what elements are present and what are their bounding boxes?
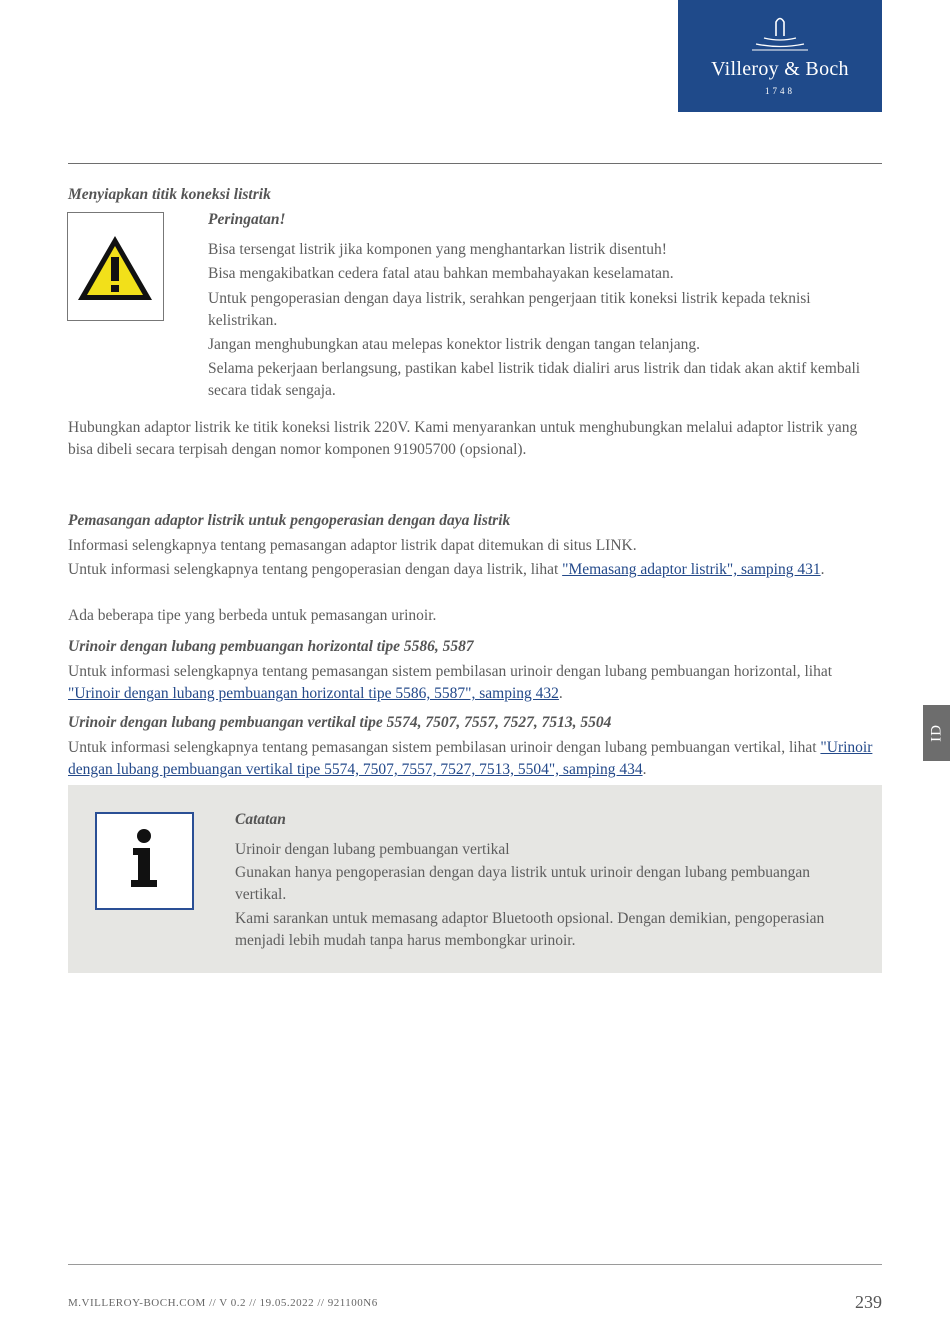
footer-document-info: M.VILLEROY-BOCH.COM // V 0.2 // 19.05.2022 // 921100N6: [68, 1297, 378, 1309]
warning-line: Jangan menghubungkan atau melepas konektor listrik dengan tangan telanjang.: [208, 336, 700, 353]
header-rule: [68, 163, 882, 164]
warning-line: Bisa tersengat listrik jika komponen yang menghantarkan listrik disentuh!: [208, 241, 667, 258]
reference-prefix: Untuk informasi selengkapnya tentang pemasangan sistem pembilasan urinoir dengan lubang pembuangan horizontal, lihat: [68, 663, 833, 680]
link-memasang-adaptor[interactable]: "Memasang adaptor listrik", samping 431: [562, 561, 821, 578]
warning-line: Bisa mengakibatkan cedera fatal atau bahkan membahayakan keselamatan.: [208, 265, 674, 282]
section-heading-vertical: Urinoir dengan lubang pembuangan vertikal tipe 5574, 7507, 7557, 7527, 7513, 5504: [68, 714, 612, 731]
info-icon-box: [95, 812, 194, 910]
logo-year: 1748: [765, 86, 795, 96]
reference-suffix: .: [558, 685, 563, 702]
reference-suffix: .: [642, 761, 647, 778]
link-vertical-urinal[interactable]: "Urinoir dengan lubang pembuangan vertikal tipe 5574, 7507, 7557, 7527, 7513, 5504", samping 434: [68, 739, 873, 778]
note-line: Urinoir dengan lubang pembuangan vertikal: [235, 841, 510, 858]
footer-rule: [68, 1264, 882, 1265]
language-tab[interactable]: [923, 705, 950, 761]
warning-line: Selama pekerjaan berlangsung, pastikan kabel listrik tidak dialiri arus listrik dan tidak akan aktif kembali secara tidak sengaja.: [208, 360, 861, 399]
warning-line: Untuk pengoperasian dengan daya listrik, serahkan pengerjaan titik koneksi listrik kepada teknisi kelistrikan.: [208, 290, 811, 329]
page-number: 239: [855, 1292, 882, 1312]
section-heading-connection: Menyiapkan titik koneksi listrik: [68, 186, 271, 203]
section-heading-horizontal: Urinoir dengan lubang pembuangan horizontal tipe 5586, 5587: [68, 638, 474, 655]
info-icon: [129, 828, 161, 890]
link-horizontal-urinal[interactable]: "Urinoir dengan lubang pembuangan horizontal tipe 5586, 5587", samping 432: [68, 685, 559, 702]
vertical-paragraph: [68, 737, 882, 781]
reference-prefix: Untuk informasi selengkapnya tentang pengoperasian dengan daya listrik, lihat: [68, 561, 563, 578]
note-title: Catatan: [235, 811, 286, 828]
adaptor-reference-paragraph: [68, 559, 882, 581]
warning-title: Peringatan!: [208, 211, 286, 228]
reference-suffix: .: [820, 561, 825, 578]
note-line: Gunakan hanya pengoperasian dengan daya listrik untuk urinoir dengan lubang pembuangan vertikal.: [235, 864, 811, 903]
brand-logo: [678, 0, 882, 112]
note-line: Kami sarankan untuk memasang adaptor Bluetooth opsional. Dengan demikian, pengoperasian menjadi lebih mudah tanpa harus membongkar urinoir.: [235, 910, 825, 949]
section-heading-adaptor: Pemasangan adaptor listrik untuk pengoperasian dengan daya listrik: [68, 512, 511, 529]
types-paragraph: Ada beberapa tipe yang berbeda untuk pemasangan urinoir.: [68, 607, 437, 624]
connection-paragraph: Hubungkan adaptor listrik ke titik koneksi listrik 220V. Kami menyarankan untuk menghubungkan melalui adaptor listrik yang bisa dibeli secara terpisah dengan nomor komponen 91905700 (opsional).: [68, 419, 858, 458]
adaptor-info-paragraph: Informasi selengkapnya tentang pemasangan adaptor listrik dapat ditemukan di situs LINK.: [68, 537, 637, 554]
logo-brand-name: Villeroy & Boch: [711, 58, 849, 80]
warning-triangle-icon: [76, 233, 154, 303]
logo-fountain-icon: [750, 14, 810, 54]
horizontal-paragraph: [68, 661, 882, 705]
language-tab-label: ID: [928, 724, 944, 742]
warning-icon-box: [67, 212, 164, 321]
reference-prefix: Untuk informasi selengkapnya tentang pemasangan sistem pembilasan urinoir dengan lubang pembuangan vertikal, lihat: [68, 739, 821, 756]
